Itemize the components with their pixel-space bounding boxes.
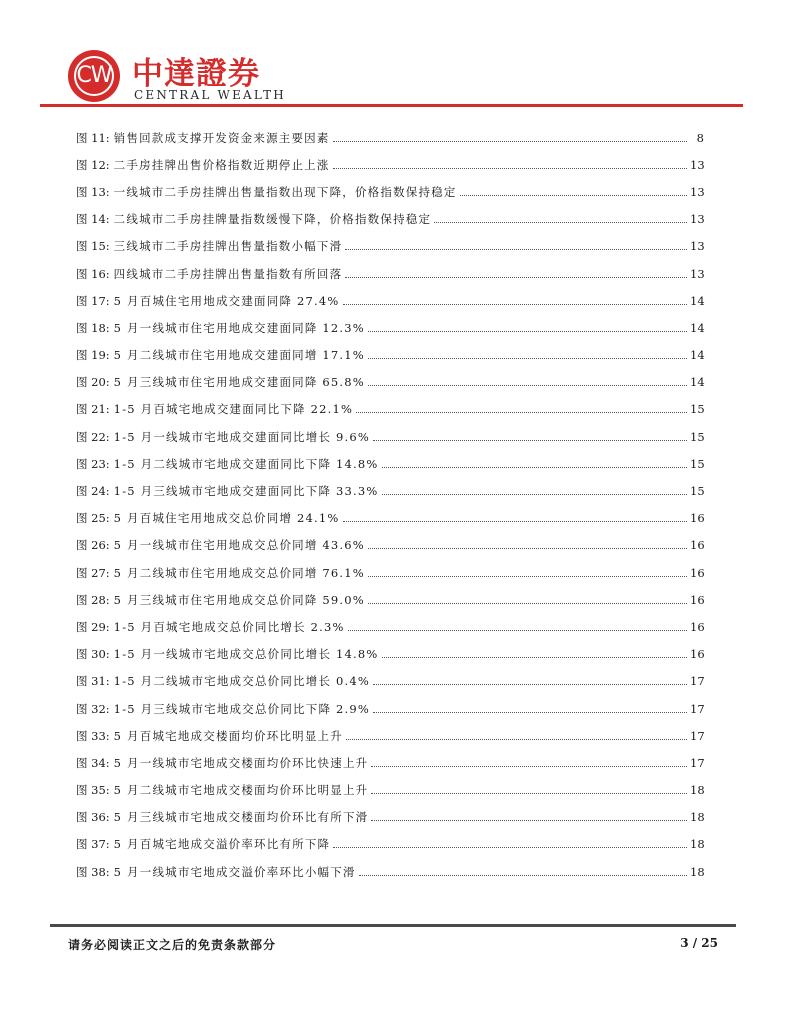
toc-entry[interactable] [76,831,704,858]
toc-entry[interactable] [76,450,704,477]
figure-number: 图 23: [76,456,110,471]
figure-title: 1-5 月一线城市宅地成交总价同比增长 14.8% [113,647,379,662]
toc-entry[interactable] [76,342,704,369]
dot-leader [346,738,687,740]
figure-page-number: 15 [690,484,705,499]
dot-leader [345,248,687,250]
figure-number: 图 16: [76,266,110,281]
dot-leader [382,656,687,658]
dot-leader [333,846,687,848]
figure-title: 1-5 月二线城市宅地成交总价同比增长 0.4% [113,674,371,689]
figure-title: 1-5 月一线城市宅地成交建面同比增长 9.6% [113,429,371,444]
dot-leader [371,765,687,767]
figure-number: 图 34: [76,755,110,770]
figure-number: 图 29: [76,619,110,634]
figure-number: 图 27: [76,565,110,580]
figure-number: 图 33: [76,728,110,743]
figure-page-number: 14 [690,348,705,363]
figure-page-number: 13 [690,184,705,199]
figure-title: 四线城市二手房挂牌出售量指数有所回落 [113,266,343,281]
figure-page-number: 16 [690,565,705,580]
dot-leader [345,276,687,278]
dot-leader [434,221,687,223]
figure-title: 1-5 月百城宅地成交建面同比下降 22.1% [113,402,354,417]
dot-leader [371,819,687,821]
toc-entry[interactable] [76,695,704,722]
page-number: 3 / 25 [680,936,718,950]
toc-entry[interactable] [76,178,704,205]
figure-number: 图 32: [76,701,110,716]
toc-entry[interactable] [76,722,704,749]
figure-page-number: 13 [690,266,705,281]
figure-title: 1-5 月三线城市宅地成交总价同比下降 2.9% [113,701,371,716]
dot-leader [333,140,687,142]
dot-leader [368,547,687,549]
figure-list [76,124,704,885]
figure-title: 5 月三线城市住宅用地成交建面同降 65.8% [113,375,365,390]
figure-page-number: 16 [690,538,705,553]
figure-number: 图 13: [76,184,110,199]
dot-leader [333,167,687,169]
toc-entry[interactable] [76,613,704,640]
dot-leader [348,629,687,631]
toc-entry[interactable] [76,314,704,341]
figure-number: 图 30: [76,647,110,662]
figure-page-number: 15 [690,429,705,444]
figure-title: 5 月一线城市住宅用地成交总价同增 43.6% [113,538,365,553]
figure-page-number: 15 [690,402,705,417]
dot-leader [382,466,687,468]
figure-number: 图 21: [76,402,110,417]
header-divider [40,104,743,107]
toc-entry[interactable] [76,505,704,532]
company-name-en: CENTRAL WEALTH [134,88,286,102]
figure-title: 5 月百城宅地成交楼面均价环比明显上升 [113,728,343,743]
figure-number: 图 22: [76,429,110,444]
dot-leader [343,520,687,522]
toc-entry[interactable] [76,396,704,423]
figure-number: 图 20: [76,375,110,390]
figure-page-number: 14 [690,375,705,390]
figure-number: 图 17: [76,293,110,308]
figure-title: 5 月三线城市宅地成交楼面均价环比有所下滑 [113,810,369,825]
toc-entry[interactable] [76,559,704,586]
logo-mark: CW [76,63,112,88]
footer-disclaimer: 请务必阅读正文之后的免责条款部分 [68,938,277,952]
figure-number: 图 19: [76,348,110,363]
figure-page-number: 15 [690,456,705,471]
figure-title: 1-5 月三线城市宅地成交建面同比下降 33.3% [113,484,379,499]
figure-title: 5 月百城住宅用地成交总价同增 24.1% [113,511,340,526]
figure-title: 5 月一线城市宅地成交溢价率环比小幅下滑 [113,864,356,879]
figure-number: 图 38: [76,864,110,879]
toc-entry[interactable] [76,477,704,504]
figure-number: 图 18: [76,320,110,335]
figure-page-number: 14 [690,320,705,335]
toc-entry[interactable] [76,532,704,559]
dot-leader [373,439,687,441]
dot-leader [368,330,687,332]
dot-leader [343,303,687,305]
figure-number: 图 14: [76,212,110,227]
dot-leader [368,602,687,604]
figure-number: 图 12: [76,157,110,172]
figure-title: 5 月一线城市宅地成交楼面均价环比快速上升 [113,755,369,770]
figure-page-number: 13 [690,239,705,254]
figure-title: 5 月一线城市住宅用地成交建面同降 12.3% [113,320,365,335]
figure-number: 图 11: [76,130,110,145]
figure-page-number: 13 [690,157,705,172]
dot-leader [368,384,687,386]
figure-page-number: 16 [690,647,705,662]
figure-number: 图 28: [76,592,110,607]
figure-title: 5 月二线城市住宅用地成交总价同增 76.1% [113,565,365,580]
figure-title: 1-5 月二线城市宅地成交建面同比下降 14.8% [113,456,379,471]
page-header [0,0,791,110]
figure-title: 二线城市二手房挂牌量指数缓慢下降，价格指数保持稳定 [113,212,432,227]
figure-number: 图 15: [76,239,110,254]
figure-title: 一线城市二手房挂牌出售量指数出现下降，价格指数保持稳定 [113,184,457,199]
toc-entry[interactable] [76,668,704,695]
toc-entry[interactable] [76,206,704,233]
figure-page-number: 14 [690,293,705,308]
dot-leader [359,874,687,876]
figure-page-number: 16 [690,511,705,526]
figure-number: 图 24: [76,484,110,499]
figure-page-number: 18 [690,810,705,825]
toc-entry[interactable] [76,749,704,776]
figure-page-number: 18 [690,837,705,852]
toc-entry[interactable] [76,124,704,151]
figure-number: 图 31: [76,674,110,689]
dot-leader [371,792,687,794]
figure-page-number: 17 [690,755,705,770]
footer-divider [50,924,736,927]
toc-entry[interactable] [76,260,704,287]
figure-number: 图 37: [76,837,110,852]
figure-page-number: 16 [690,592,705,607]
figure-number: 图 35: [76,783,110,798]
figure-number: 图 36: [76,810,110,825]
toc-entry[interactable] [76,804,704,831]
figure-title: 二手房挂牌出售价格指数近期停止上涨 [113,157,330,172]
figure-page-number: 18 [690,864,705,879]
company-name-cn: 中達證券 [132,56,260,92]
figure-page-number: 13 [690,212,705,227]
dot-leader [382,493,687,495]
toc-entry[interactable] [76,586,704,613]
toc-entry[interactable] [76,641,704,668]
figure-page-number: 16 [690,619,705,634]
toc-entry[interactable] [76,423,704,450]
figure-title: 5 月百城住宅用地成交建面同降 27.4% [113,293,340,308]
figure-title: 销售回款成支撑开发资金来源主要因素 [113,130,330,145]
dot-leader [373,711,687,713]
figure-title: 5 月百城宅地成交溢价率环比有所下降 [113,837,331,852]
toc-entry[interactable] [76,777,704,804]
figure-page-number: 17 [690,728,705,743]
toc-entry[interactable] [76,369,704,396]
figure-page-number: 17 [690,701,705,716]
logo-ring-decoration [74,56,114,96]
figure-number: 图 25: [76,511,110,526]
figure-title: 三线城市二手房挂牌出售量指数小幅下滑 [113,239,343,254]
figure-title: 1-5 月百城宅地成交总价同比增长 2.3% [113,619,345,634]
toc-entry[interactable] [76,233,704,260]
dot-leader [460,194,687,196]
figure-page-number: 18 [690,783,705,798]
dot-leader [368,575,687,577]
toc-entry[interactable] [76,151,704,178]
figure-title: 5 月二线城市宅地成交楼面均价环比明显上升 [113,783,369,798]
figure-number: 图 26: [76,538,110,553]
toc-entry[interactable] [76,287,704,314]
figure-page-number: 8 [696,130,704,145]
toc-entry[interactable] [76,858,704,885]
dot-leader [373,683,687,685]
dot-leader [368,357,687,359]
figure-title: 5 月二线城市住宅用地成交建面同增 17.1% [113,348,365,363]
figure-title: 5 月三线城市住宅用地成交总价同降 59.0% [113,592,365,607]
figure-page-number: 17 [690,674,705,689]
dot-leader [356,411,687,413]
